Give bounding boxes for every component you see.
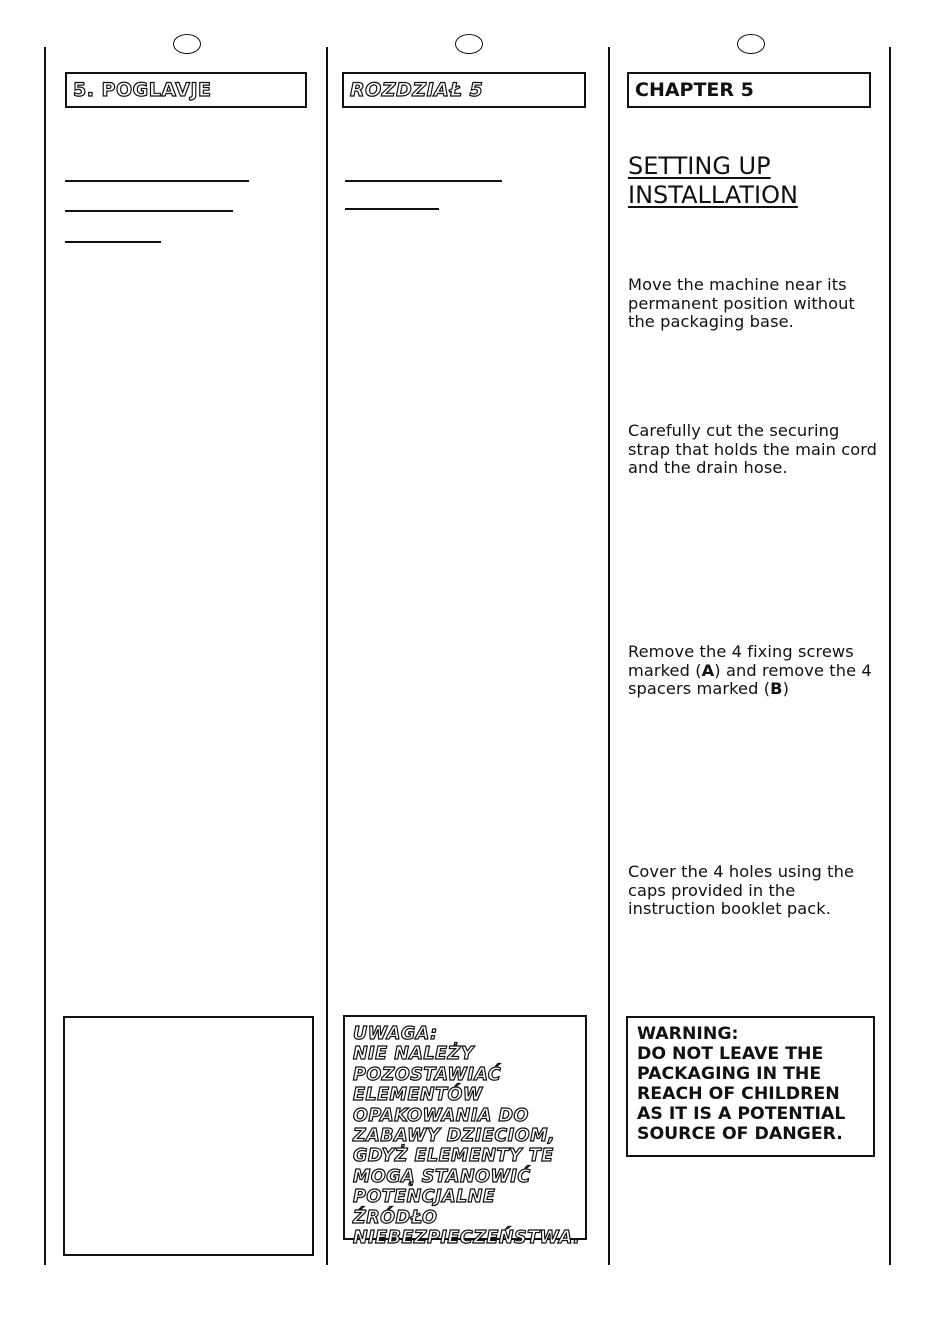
chapter-header-polish	[342, 72, 586, 108]
warning-box-polish	[343, 1015, 587, 1249]
title-underline	[65, 210, 233, 212]
chapter-header-english	[627, 72, 871, 108]
step-3-text: Remove the 4 fixing screws marked (A) and remove the 4 spacers marked (B)	[628, 642, 872, 698]
chapter-header-slovenian	[65, 72, 307, 108]
section-title	[628, 152, 798, 210]
language-marker-english	[737, 34, 765, 54]
warning-text: WARNING: DO NOT LEAVE THE PACKAGING IN THE REACH OF CHILDREN AS IT IS A POTENTIAL SOURCE OF DANGER.	[637, 1024, 846, 1144]
language-marker-slovenian	[173, 34, 201, 54]
title-underline	[345, 208, 439, 210]
chapter-label: 5. POGLAVJE	[73, 79, 212, 101]
step-1-text: Move the machine near its permanent position without the packaging base.	[628, 275, 855, 331]
title-underline	[345, 180, 502, 182]
section-title-line: SETTING UP	[628, 152, 771, 180]
warning-text: UWAGA: NIE NALEŻY POZOSTAWIAĆ ELEMENTÓW OPAKOWANIA DO ZABAWY DZIECIOM, GDYŻ ELEMENTY TE MOGĄ STANOWIĆ POTENCJALNE ŹRÓDŁO NIEBEZPIECZEŃSTWA.	[353, 1024, 581, 1249]
chapter-label: ROZDZIAŁ 5	[350, 79, 484, 101]
step-4-text: Cover the 4 holes using the caps provided in the instruction booklet pack.	[628, 862, 855, 918]
title-underline	[65, 241, 161, 243]
section-title-line: INSTALLATION	[628, 181, 798, 209]
title-underline	[65, 180, 249, 182]
warning-box-english	[626, 1016, 875, 1157]
step-2-text: Carefully cut the securing strap that holds the main cord and the drain hose.	[628, 421, 878, 477]
marker-a: A	[701, 660, 715, 680]
warning-box-slovenian	[63, 1016, 314, 1256]
column-divider-left	[44, 47, 46, 1265]
column-divider-2	[608, 47, 610, 1265]
column-divider-1	[326, 47, 328, 1265]
marker-b: B	[770, 679, 783, 698]
column-divider-right	[889, 47, 891, 1265]
language-marker-polish	[455, 34, 483, 54]
warning-text	[65, 1018, 312, 1025]
chapter-label: CHAPTER 5	[635, 79, 754, 101]
